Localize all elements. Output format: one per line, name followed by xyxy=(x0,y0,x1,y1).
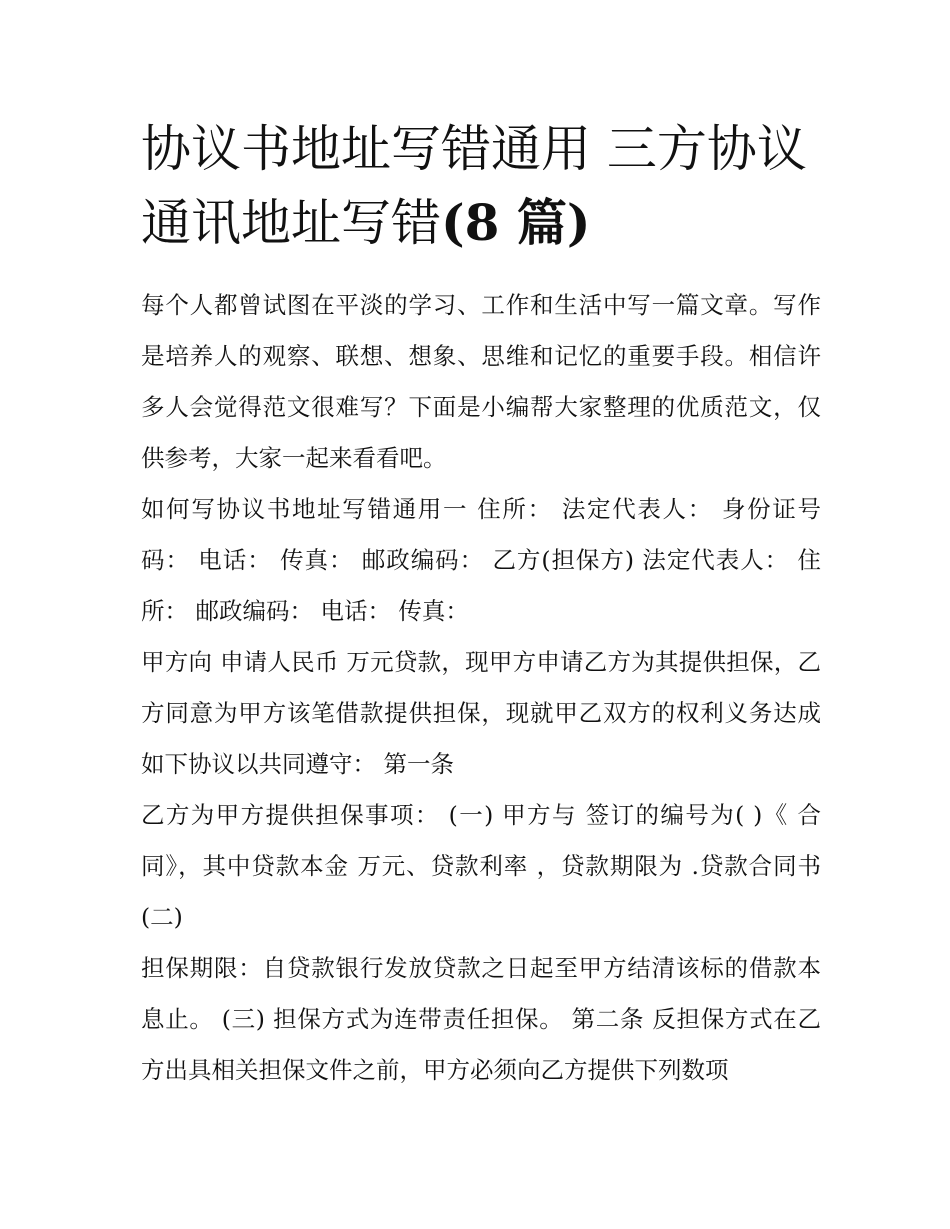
paragraph-loan-request: 甲方向 申请人民币 万元贷款，现甲方申请乙方为其提供担保，乙方同意为甲方该笔借款提供担保，现就甲乙双方的权利义务达成如下协议以共同遵守： 第一条 xyxy=(141,648,821,778)
document-page xyxy=(141,112,821,1096)
document-body xyxy=(141,280,821,1096)
paragraph-guarantee-period: 担保期限：自贷款银行发放贷款之日起至甲方结清该标的借款本息止。 (三) 担保方式为连带责任担保。 第二条 反担保方式在乙方出具相关担保文件之前，甲方必须向乙方提供下列数项 xyxy=(141,954,821,1084)
document-title xyxy=(141,112,821,260)
document-title-main: 协议书地址写错通用 三方协议通讯地址写错 xyxy=(141,120,807,252)
paragraph-parties: 如何写协议书地址写错通用一 住所： 法定代表人： 身份证号码： 电话： 传真： 邮政编码： 乙方(担保方) 法定代表人： 住所： 邮政编码： 电话： 传真： xyxy=(141,495,821,625)
paragraph-guarantee-items: 乙方为甲方提供担保事项： (一) 甲方与 签订的编号为( )《 合同》，其中贷款本金 万元、贷款利率 ，贷款期限为 .贷款合同书(二) xyxy=(141,801,821,931)
paragraph-intro: 每个人都曾试图在平淡的学习、工作和生活中写一篇文章。写作是培养人的观察、联想、想象、思维和记忆的重要手段。相信许多人会觉得范文很难写？下面是小编帮大家整理的优质范文，仅供参考，大家一起来看看吧。 xyxy=(141,291,821,472)
document-title-count: (8 篇) xyxy=(441,193,591,252)
